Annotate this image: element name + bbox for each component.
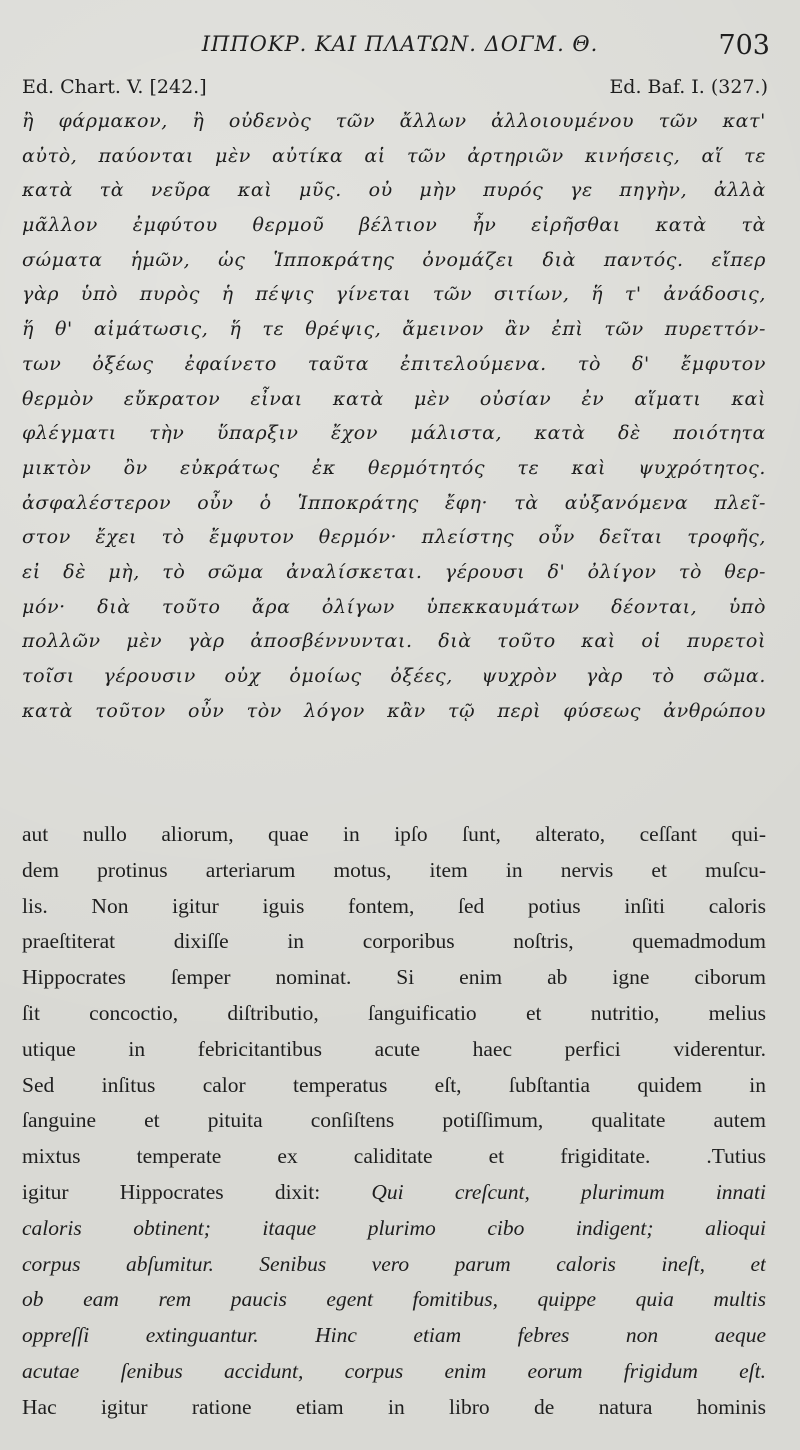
latin-line — [22, 1175, 766, 1211]
latin-segment: Hippocrates ſemper nominat. Si enim ab igne ciborum — [22, 965, 766, 990]
latin-quote-segment: corpus abſumitur. Senibus vero parum caloris ineſt, et — [22, 1251, 766, 1276]
latin-line — [22, 924, 766, 960]
greek-line: ἀσφαλέστερον οὖν ὁ Ἱπποκράτης ἔφη· τὰ αὐξανόμενα πλεῖ- — [22, 491, 766, 514]
latin-line — [22, 1032, 766, 1068]
greek-line: πολλῶν μὲν γὰρ ἀποσβέννυνται. διὰ τοῦτο καὶ οἱ πυρετοὶ — [22, 630, 766, 653]
greek-line: μικτὸν ὂν εὐκράτως ἐκ θερμότητός τε καὶ ψυχρότητος. — [22, 456, 766, 479]
latin-line — [22, 1390, 766, 1426]
greek-line: μᾶλλον ἐμφύτου θερμοῦ βέλτιον ἦν εἰρῆσθαι κατὰ τὰ — [22, 214, 766, 237]
greek-line: σώματα ἡμῶν, ὡς Ἱπποκράτης ὀνομάζει διὰ παντός. εἴπερ — [22, 248, 766, 271]
page-number: 703 — [718, 30, 770, 61]
greek-text-block — [22, 104, 766, 728]
greek-line: γὰρ ὑπὸ πυρὸς ἡ πέψις γίνεται τῶν σιτίων, ἥ τ' ἀνάδοσις, — [22, 283, 766, 306]
greek-line: εἰ δὲ μὴ, τὸ σῶμα ἀναλίσκεται. γέρουσι δ' ὀλίγον τὸ θερ- — [22, 560, 766, 583]
latin-segment: aut nullo aliorum, quae in ipſo ſunt, alterato, ceſſant qui- — [22, 822, 766, 846]
latin-line — [22, 817, 766, 853]
latin-segment: igitur Hippocrates dixit: — [22, 1179, 372, 1204]
latin-segment: praeſtiterat dixiſſe in corporibus noſtris, quemadmodum — [22, 929, 766, 954]
latin-line — [22, 1318, 766, 1354]
greek-line: κατὰ τοῦτον οὖν τὸν λόγον κἂν τῷ περὶ φύσεως ἀνθρώπου — [22, 699, 766, 722]
running-head — [0, 30, 800, 64]
greek-line: τοῖσι γέρουσιν οὐχ ὁμοίως ὀξέες, ψυχρὸν γὰρ τὸ σῶμα. — [22, 665, 766, 687]
greek-line: ἥ θ' αἱμάτωσις, ἥ τε θρέψις, ἄμεινον ἂν ἐπὶ τῶν πυρεττόν- — [22, 318, 766, 341]
latin-segment: utique in febricitantibus acute haec perfici viderentur. — [22, 1036, 766, 1061]
latin-line — [22, 1282, 766, 1318]
latin-line — [22, 853, 766, 889]
running-title: ΙΠΠΟΚΡ. ΚΑΙ ΠΛΑΤΩΝ. ΔΟΓΜ. Θ. — [201, 32, 599, 56]
latin-segment: ſit concoctio, diſtributio, ſanguificatio et nutritio, melius — [22, 1000, 766, 1025]
latin-quote-segment: acutae ſenibus accidunt, corpus enim eorum frigidum eſt. — [22, 1358, 766, 1383]
latin-segment: dem protinus arteriarum motus, item in nervis et muſcu- — [22, 857, 766, 882]
greek-line: αὐτὸ, παύονται μὲν αὐτίκα αἱ τῶν ἀρτηριῶν κινήσεις, αἵ τε — [22, 144, 766, 167]
greek-line: στον ἔχει τὸ ἔμφυτον θερμόν· πλείστης οὖν δεῖται τροφῆς, — [22, 526, 766, 549]
latin-segment: ſanguine et pituita conſiſtens potiſſimum, qualitate autem — [22, 1108, 766, 1133]
latin-line — [22, 996, 766, 1032]
latin-segment: mixtus temperate ex caliditate et frigiditate. .Tutius — [22, 1144, 766, 1169]
greek-line: ἢ φάρμακον, ἢ οὐδενὸς τῶν ἄλλων ἀλλοιουμένου τῶν κατ' — [22, 110, 766, 132]
greek-line: των ὀξέως ἐφαίνετο ταῦτα ἐπιτελούμενα. τὸ δ' ἔμφυτον — [22, 352, 766, 375]
edition-basel: Ed. Baf. I. (327.) — [609, 76, 768, 98]
latin-segment: Sed inſitus calor temperatus eſt, ſubſtantia quidem in — [22, 1072, 766, 1097]
edition-references — [22, 76, 768, 102]
edition-chartier: Ed. Chart. V. [242.] — [22, 76, 207, 98]
latin-quote-segment: caloris obtinent; itaque plurimo cibo indigent; alioqui — [22, 1215, 766, 1240]
latin-line — [22, 1139, 766, 1175]
latin-line — [22, 1354, 766, 1390]
latin-line — [22, 1068, 766, 1104]
latin-text-block — [22, 817, 766, 1426]
greek-line: κατὰ τὰ νεῦρα καὶ μῦς. οὐ μὴν πυρός γε πηγὴν, ἀλλὰ — [22, 179, 766, 202]
greek-line: θερμὸν εὔκρατον εἶναι κατὰ μὲν οὐσίαν ἐν αἵματι καὶ — [22, 387, 766, 410]
latin-line — [22, 960, 766, 996]
latin-quote-segment: ob eam rem paucis egent fomitibus, quippe quia multis — [22, 1287, 766, 1312]
greek-line: μόν· διὰ τοῦτο ἄρα ὀλίγων ὑπεκκαυμάτων δέονται, ὑπὸ — [22, 595, 766, 618]
latin-line — [22, 889, 766, 925]
latin-segment: Hac igitur ratione etiam in libro de natura hominis — [22, 1394, 766, 1419]
latin-quote-segment: Qui creſcunt, plurimum innati — [371, 1179, 766, 1204]
latin-segment: lis. Non igitur iguis fontem, ſed potius inſiti caloris — [22, 893, 766, 918]
latin-line — [22, 1211, 766, 1247]
latin-line — [22, 1103, 766, 1139]
latin-quote-segment: oppreſſi extinguantur. Hinc etiam febres non aeque — [22, 1323, 766, 1348]
latin-line — [22, 1247, 766, 1283]
greek-line: φλέγματι τὴν ὕπαρξιν ἔχον μάλιστα, κατὰ δὲ ποιότητα — [22, 422, 766, 445]
